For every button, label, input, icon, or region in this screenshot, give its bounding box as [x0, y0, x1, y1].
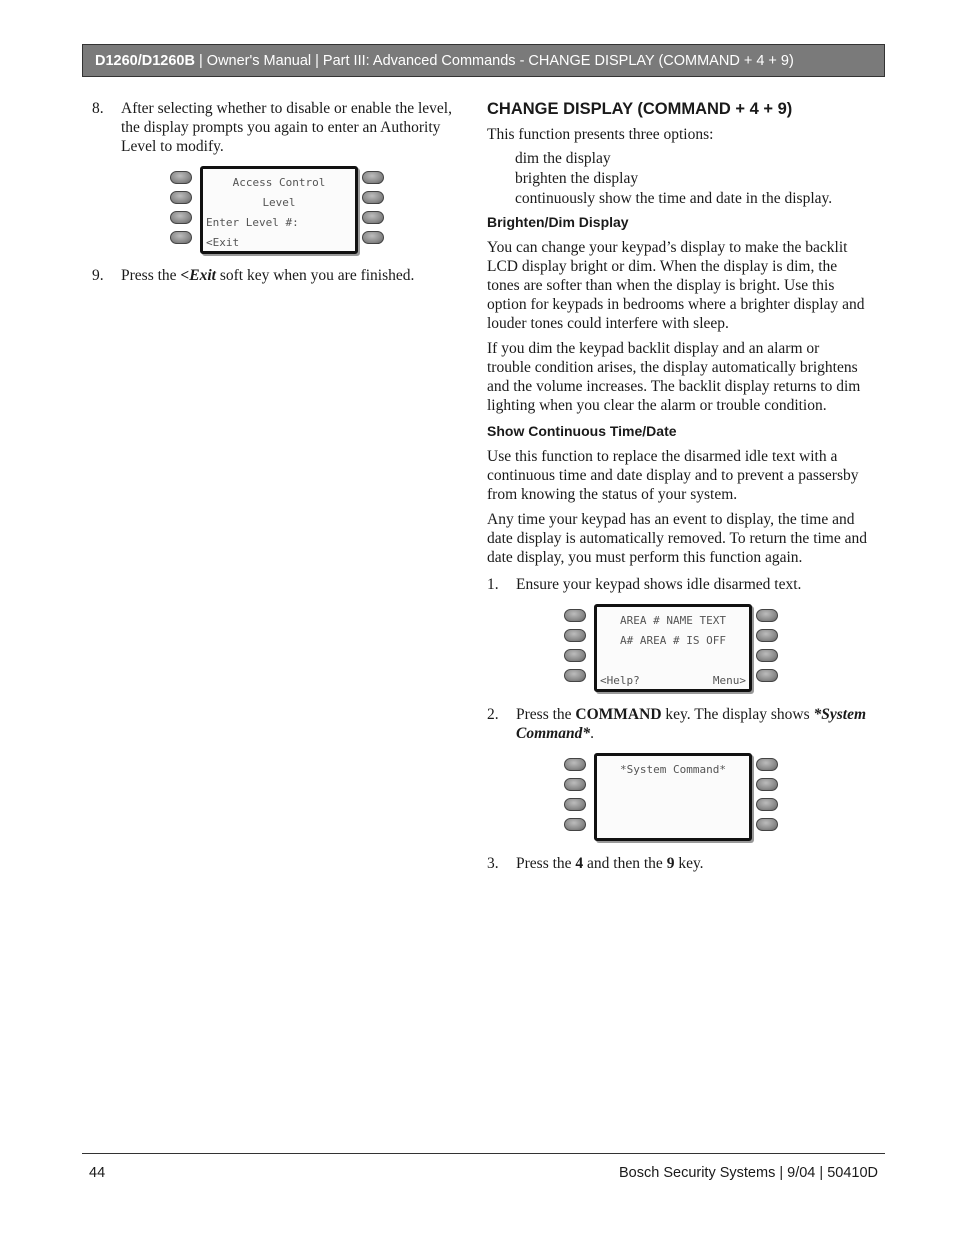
keypad-illustration-access-control [170, 166, 392, 258]
step-9 [92, 266, 452, 285]
soft-key [564, 609, 586, 622]
step-number: 9. [92, 267, 104, 284]
step-1 [487, 575, 867, 594]
lcd-screen [594, 753, 752, 841]
soft-key [756, 818, 778, 831]
step-text: Press the [516, 706, 576, 723]
key-9: 9 [666, 855, 675, 872]
right-soft-keys [756, 609, 778, 682]
paragraph: Any time your keypad has an event to display, the time and date display is automatically removed. To return the time and date display, you must perform this function again. [487, 511, 867, 566]
soft-key [564, 798, 586, 811]
running-header [82, 44, 885, 77]
soft-key [362, 191, 384, 204]
lcd-line-2: Level [262, 196, 296, 209]
lcd-line-1: *System Command* [620, 763, 726, 776]
lcd-line-4 [600, 820, 746, 840]
intro-text: This function presents three options: [487, 126, 714, 143]
soft-key [564, 758, 586, 771]
option-item: continuously show the time and date in the display. [515, 190, 833, 207]
soft-key [756, 649, 778, 662]
step-number: 8. [92, 100, 104, 117]
lcd-line-3 [600, 651, 746, 671]
lcd-screen [200, 166, 358, 254]
soft-key [756, 758, 778, 771]
step-number: 1. [487, 576, 499, 593]
paragraph: Use this function to replace the disarmed idle text with a continuous time and date display and to prevent a passersby from knowing the status of your system. [487, 448, 859, 503]
step-3 [487, 854, 867, 873]
exit-key-name: <Exit [180, 267, 216, 284]
soft-key [362, 231, 384, 244]
soft-key [564, 629, 586, 642]
command-key-name: COMMAND [575, 706, 662, 723]
header-model: D1260/D1260B [95, 52, 195, 69]
soft-key [170, 211, 192, 224]
footer-publisher: Bosch Security Systems | 9/04 | 50410D [619, 1165, 878, 1181]
paragraph: If you dim the keypad backlit display and an alarm or trouble condition arises, the display automatically brightens and the volume increases. The backlit display returns to dim lighting when you clear the alarm or trouble condition. [487, 340, 861, 414]
option-item: brighten the display [515, 170, 639, 187]
soft-key [362, 211, 384, 224]
step-8 [92, 99, 452, 156]
step-number: 2. [487, 706, 499, 723]
step-text: key. [674, 855, 704, 872]
left-column [92, 99, 452, 285]
step-text: key. The display shows [661, 706, 814, 723]
subsection-title-brighten-dim: Brighten/Dim Display [487, 214, 629, 230]
soft-key [170, 231, 192, 244]
step-text: . [590, 725, 594, 742]
soft-key [564, 778, 586, 791]
subsection-title-time-date: Show Continuous Time/Date [487, 423, 677, 439]
soft-key [362, 171, 384, 184]
display-message: *System Command* [516, 706, 867, 742]
step-text: After selecting whether to disable or enable the level, the display prompts you again to enter an Authority Level to modify. [121, 100, 452, 155]
step-text: and then the [583, 855, 667, 872]
lcd-line-4 [600, 671, 746, 691]
lcd-line-3: Enter Level #: [206, 216, 299, 229]
footer-divider [82, 1153, 885, 1154]
right-column [487, 99, 867, 873]
keypad-illustration-idle [564, 604, 786, 696]
lcd-line-3 [600, 800, 746, 820]
lcd-line-1: AREA # NAME TEXT [620, 614, 726, 627]
lcd-line-2 [600, 780, 746, 800]
soft-key [564, 649, 586, 662]
help-prompt: <Help? [600, 674, 640, 687]
soft-key [564, 669, 586, 682]
left-soft-keys [170, 171, 192, 244]
soft-key [756, 798, 778, 811]
options-list [487, 149, 867, 209]
right-soft-keys [756, 758, 778, 831]
soft-key [756, 629, 778, 642]
lcd-line-4: <Exit [206, 236, 240, 249]
step-text: Press the [121, 267, 181, 284]
keypad-illustration-system-command [564, 753, 786, 845]
lcd-screen [594, 604, 752, 692]
step-2 [487, 705, 867, 743]
paragraph: You can change your keypad’s display to make the backlit LCD display bright or dim. When the display is dim, the tones are softer than when the display is bright. Use this option for keypads in bedrooms where a brighter display and louder tones could interfere with sleep. [487, 239, 865, 332]
step-text: Press the [516, 855, 576, 872]
soft-key [170, 191, 192, 204]
option-item: dim the display [515, 150, 611, 167]
lcd-line-1: Access Control [232, 176, 326, 189]
right-soft-keys [362, 171, 384, 244]
soft-key [170, 171, 192, 184]
menu-prompt: Menu> [712, 674, 746, 687]
left-soft-keys [564, 758, 586, 831]
soft-key [756, 609, 778, 622]
key-4: 4 [575, 855, 584, 872]
header-section: | Owner's Manual | Part III: Advanced Commands - CHANGE DISPLAY (COMMAND + 4 + 9) [194, 52, 794, 69]
soft-key [564, 818, 586, 831]
lcd-line-2: A# AREA # IS OFF [620, 634, 726, 647]
step-text: soft key when you are finished. [215, 267, 415, 284]
page-number: 44 [89, 1165, 106, 1181]
left-soft-keys [564, 609, 586, 682]
section-title: CHANGE DISPLAY (COMMAND + 4 + 9) [487, 100, 793, 118]
step-number: 3. [487, 855, 499, 872]
step-text: Ensure your keypad shows idle disarmed text. [516, 576, 802, 593]
soft-key [756, 778, 778, 791]
soft-key [756, 669, 778, 682]
